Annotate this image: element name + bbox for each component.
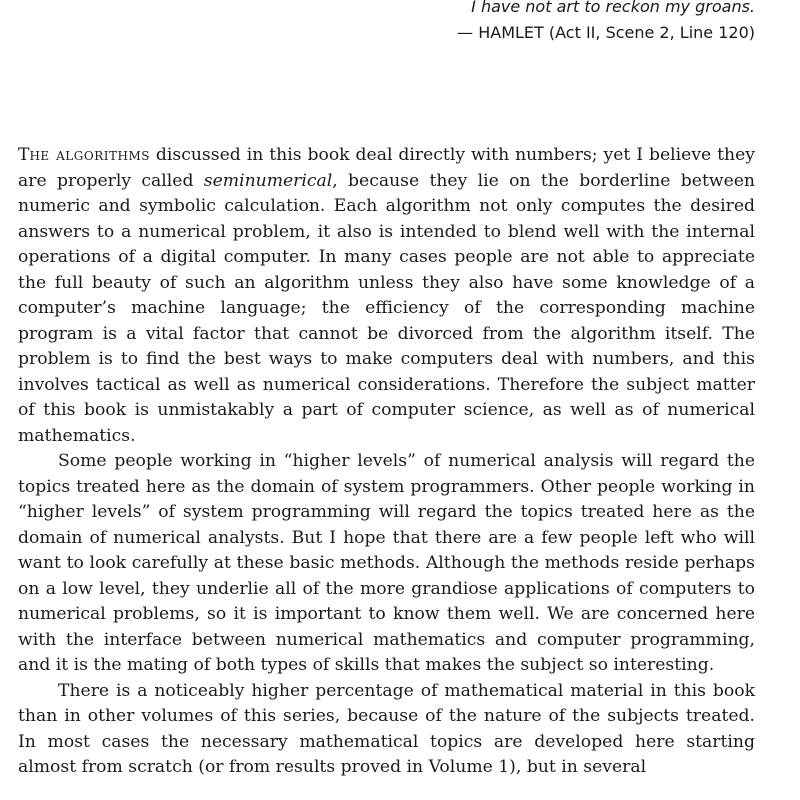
- lead-smallcaps: he algorithms: [29, 145, 150, 165]
- epigraph: [457, 0, 755, 46]
- emphasis-seminumerical: seminumerical: [203, 170, 333, 191]
- paragraph-2: Some people working in “higher levels” of numerical analysis will regard the topics treated here as the domain of system programmers. Other people working in “higher levels” of system programming will regard the topics treated here as the domain of numerical analysts. But I hope that there are a few people left who will want to look carefully at these basic methods. Although the methods reside perhaps on a low level, they underlie all of the more grandiose applications of computers to numerical problems, so it is important to know them well. We are concerned here with the interface between numerical mathematics and computer programming, and it is the mating of both types of skills that makes the subject so interesting.: [18, 451, 755, 675]
- paragraph-1-text-b: , because they lie on the borderline between numeric and symbolic calculation. Each algorithm not only computes the desired answers to a numerical problem, it also is intended to blend well with the internal operations of a digital computer. In many cases people are not able to appreciate the full beauty of such an algorithm unless they also have some knowledge of a computer’s machine language; the efficiency of the corresponding machine program is a vital factor that cannot be divorced from the algorithm itself. The problem is to find the best ways to make computers deal with numbers, and this involves tactical as well as numerical considerations. Therefore the subject matter of this book is unmistakably a part of computer science, as well as of numerical mathematics.: [18, 170, 755, 446]
- paragraph-3: There is a noticeably higher percentage of mathematical material in this book than in other volumes of this series, because of the nature of the subjects treated. In most cases the necessary mathematical topics are developed here starting almost from scratch (or from results proved in Volume 1), but in several: [18, 680, 755, 777]
- epigraph-source: — HAMLET (Act II, Scene 2, Line 120): [457, 23, 755, 42]
- body-text: [18, 143, 755, 781]
- paragraph-1: [18, 143, 755, 449]
- paragraph-1-text-a: discussed in this book deal directly with numbers; yet I believe they are properly called: [18, 145, 756, 191]
- epigraph-quote: I have not art to reckon my groans.: [471, 0, 755, 16]
- lead-initial: T: [18, 145, 30, 165]
